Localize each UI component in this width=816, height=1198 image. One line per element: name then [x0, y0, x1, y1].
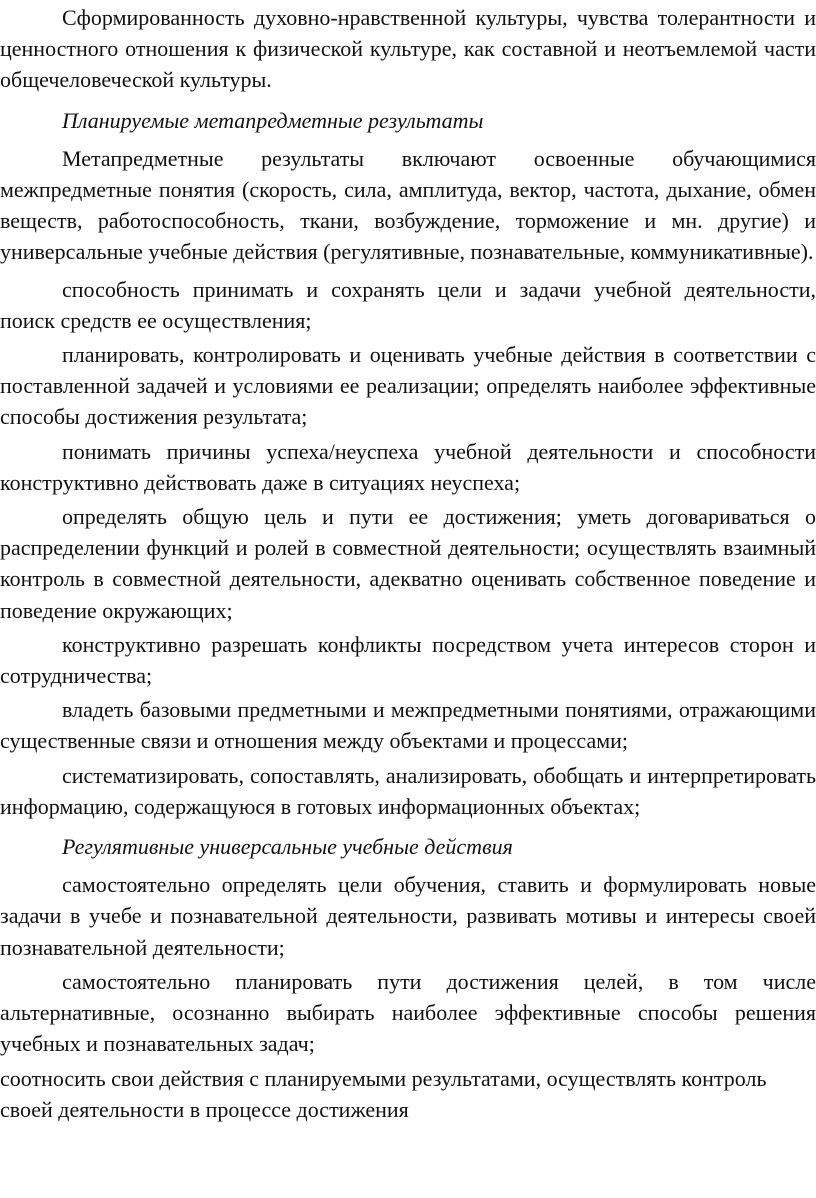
list-item: планировать, контролировать и оценивать учебные действия в соответствии с поставленной задачей и условиями ее реализации; определять наиболее эффективные способы достижения результата; [0, 342, 816, 430]
list-item: определять общую цель и пути ее достижения; уметь договариваться о распределении функций и ролей в совместной деятельности; осуществлять взаимный контроль в совместной деятельности, адекватно оценивать собственное поведение и поведение окружающих; [0, 504, 816, 623]
section-heading-metasubject: Планируемые метапредметные результаты [62, 107, 484, 133]
list-item: владеть базовыми предметными и межпредметными понятиями, отражающими существенные связи и отношения между объектами и процессами; [0, 697, 816, 754]
list-item: способность принимать и сохранять цели и задачи учебной деятельности, поиск средств ее осуществления; [0, 276, 816, 333]
list-item: систематизировать, сопоставлять, анализировать, обобщать и интерпретировать информацию, содержащуюся в готовых информационных объектах; [0, 762, 816, 819]
list-item: самостоятельно планировать пути достижения целей, в том числе альтернативные, осознанно выбирать наиболее эффективные способы решения учебных и познавательных задач; [0, 968, 816, 1057]
section-heading-regulative: Регулятивные универсальные учебные действия [62, 834, 513, 860]
trailing-paragraph: соотносить свои действия с планируемыми результатами, осуществлять контроль своей деятельности в процессе достижения [0, 1065, 767, 1122]
metasubject-description-paragraph: Метапредметные результаты включают освоенные обучающимися межпредметные понятия (скорость, сила, амплитуда, вектор, частота, дыхание, обмен веществ, работоспособность, ткани, возбуждение, торможение и мн. другие) и универсальные учебные действия (регулятивные, познавательные, коммуникативные). [0, 145, 816, 265]
intro-paragraph: Сформированность духовно-нравственной культуры, чувства толерантности и ценностного отношения к физической культуре, как составной и неотъемлемой части общечеловеческой культуры. [0, 5, 816, 93]
list-item: конструктивно разрешать конфликты посредством учета интересов сторон и сотрудничества; [0, 631, 816, 689]
list-item: самостоятельно определять цели обучения, ставить и формулировать новые задачи в учебе и познавательной деятельности, развивать мотивы и интересы своей познавательной деятельности; [0, 872, 816, 960]
list-item: понимать причины успеха/неуспеха учебной деятельности и способности конструктивно действовать даже в ситуациях неуспеха; [0, 438, 816, 495]
